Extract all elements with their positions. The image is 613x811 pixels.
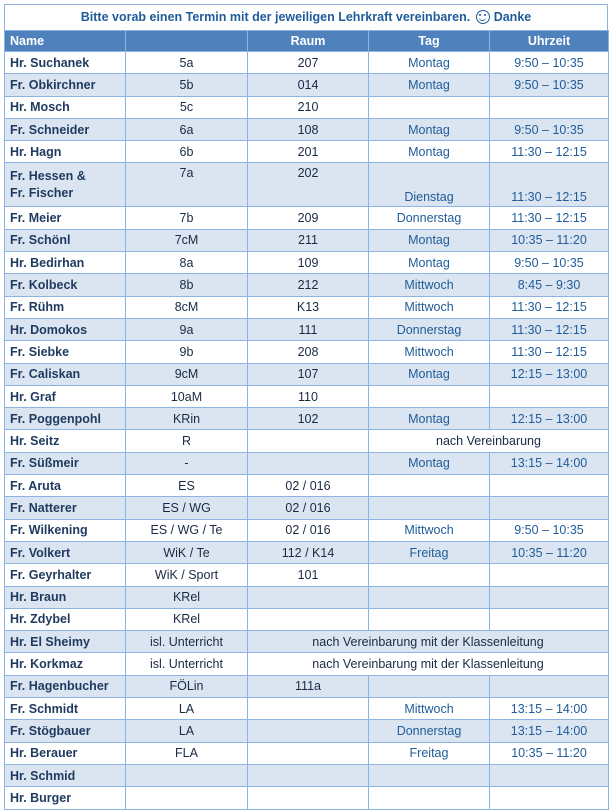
cell-raum: 107 [248, 363, 369, 385]
cell-uhrzeit: 11:30 – 12:15 [490, 341, 609, 363]
teacher-table [4, 30, 609, 810]
cell-name: Fr. Volkert [5, 541, 126, 563]
cell-raum: 02 / 016 [248, 519, 369, 541]
cell-name: Hr. Bedirhan [5, 252, 126, 274]
table-row [5, 141, 609, 163]
cell-raum: 111 [248, 318, 369, 340]
cell-name: Fr. Stögbauer [5, 720, 126, 742]
cell-uhrzeit: 11:30 – 12:15 [490, 163, 609, 207]
cell-name [5, 163, 126, 207]
cell-raum [248, 430, 369, 452]
cell-note: nach Vereinbarung mit der Klassenleitung [248, 631, 609, 653]
table-row [5, 274, 609, 296]
cell-raum: K13 [248, 296, 369, 318]
cell-note: nach Vereinbarung [369, 430, 609, 452]
cell-klasse: FÖLin [126, 675, 248, 697]
cell-name: Hr. Domokos [5, 318, 126, 340]
cell-name: Fr. Kolbeck [5, 274, 126, 296]
cell-uhrzeit [490, 787, 609, 809]
cell-uhrzeit: 9:50 – 10:35 [490, 519, 609, 541]
title-text: Bitte vorab einen Termin mit der jeweiligen Lehrkraft vereinbaren. [80, 10, 471, 24]
cell-tag: Mittwoch [369, 274, 490, 296]
cell-klasse: ES / WG [126, 497, 248, 519]
cell-raum [248, 742, 369, 764]
cell-tag: Donnerstag [369, 207, 490, 229]
cell-name: Fr. Natterer [5, 497, 126, 519]
cell-klasse: isl. Unterricht [126, 653, 248, 675]
cell-tag: Dienstag [369, 163, 490, 207]
cell-klasse: WiK / Sport [126, 564, 248, 586]
table-row [5, 363, 609, 385]
cell-klasse: KRel [126, 586, 248, 608]
table-row [5, 452, 609, 474]
cell-name: Fr. Siebke [5, 341, 126, 363]
cell-klasse: KRel [126, 608, 248, 630]
table-row [5, 318, 609, 340]
table-row [5, 787, 609, 809]
table-row [5, 229, 609, 251]
cell-tag: Montag [369, 363, 490, 385]
column-header-uhrzeit: Uhrzeit [490, 31, 609, 52]
column-header-name: Name [5, 31, 126, 52]
cell-uhrzeit [490, 608, 609, 630]
cell-name: Hr. Schmid [5, 764, 126, 786]
cell-raum: 202 [248, 163, 369, 207]
cell-name: Fr. Obkirchner [5, 74, 126, 96]
table-row [5, 764, 609, 786]
column-header-raum: Raum [248, 31, 369, 52]
cell-tag: Freitag [369, 541, 490, 563]
cell-raum: 212 [248, 274, 369, 296]
cell-tag: Mittwoch [369, 698, 490, 720]
cell-tag: Donnerstag [369, 720, 490, 742]
cell-raum [248, 586, 369, 608]
cell-klasse: LA [126, 698, 248, 720]
cell-name: Fr. Poggenpohl [5, 408, 126, 430]
cell-name: Hr. Hagn [5, 141, 126, 163]
cell-name-line: Fr. Fischer [10, 185, 74, 200]
cell-raum [248, 698, 369, 720]
cell-raum: 102 [248, 408, 369, 430]
cell-uhrzeit: 9:50 – 10:35 [490, 74, 609, 96]
cell-raum: 210 [248, 96, 369, 118]
table-header-row [5, 31, 609, 52]
cell-klasse: 9cM [126, 363, 248, 385]
cell-uhrzeit: 11:30 – 12:15 [490, 141, 609, 163]
cell-uhrzeit [490, 586, 609, 608]
cell-uhrzeit: 9:50 – 10:35 [490, 118, 609, 140]
cell-tag: Freitag [369, 742, 490, 764]
cell-raum: 209 [248, 207, 369, 229]
cell-raum: 02 / 016 [248, 497, 369, 519]
table-row [5, 541, 609, 563]
cell-name: Hr. Braun [5, 586, 126, 608]
cell-tag: Montag [369, 252, 490, 274]
table-row [5, 118, 609, 140]
cell-uhrzeit [490, 385, 609, 407]
cell-klasse: ES [126, 475, 248, 497]
cell-klasse: 7cM [126, 229, 248, 251]
cell-tag: Montag [369, 141, 490, 163]
cell-klasse: - [126, 452, 248, 474]
cell-name: Fr. Schmidt [5, 698, 126, 720]
cell-tag: Mittwoch [369, 296, 490, 318]
table-row [5, 586, 609, 608]
cell-raum: 111a [248, 675, 369, 697]
cell-tag: Donnerstag [369, 318, 490, 340]
cell-tag [369, 764, 490, 786]
thanks-text: Danke [493, 10, 532, 24]
cell-name: Fr. Wilkening [5, 519, 126, 541]
cell-name: Fr. Hagenbucher [5, 675, 126, 697]
cell-uhrzeit: 13:15 – 14:00 [490, 698, 609, 720]
cell-raum [248, 764, 369, 786]
cell-klasse: 5b [126, 74, 248, 96]
table-row [5, 163, 609, 207]
cell-name: Hr. Seitz [5, 430, 126, 452]
table-body [5, 52, 609, 810]
cell-raum: 201 [248, 141, 369, 163]
cell-klasse [126, 787, 248, 809]
cell-klasse: 9a [126, 318, 248, 340]
cell-uhrzeit: 11:30 – 12:15 [490, 207, 609, 229]
cell-raum: 02 / 016 [248, 475, 369, 497]
column-header-tag: Tag [369, 31, 490, 52]
cell-uhrzeit: 13:15 – 14:00 [490, 452, 609, 474]
table-row [5, 408, 609, 430]
cell-uhrzeit [490, 764, 609, 786]
column-header-klasse [126, 31, 248, 52]
cell-raum [248, 720, 369, 742]
cell-uhrzeit: 10:35 – 11:20 [490, 541, 609, 563]
cell-uhrzeit: 9:50 – 10:35 [490, 52, 609, 74]
cell-klasse: 8a [126, 252, 248, 274]
cell-klasse: FLA [126, 742, 248, 764]
cell-raum [248, 608, 369, 630]
cell-klasse: 5c [126, 96, 248, 118]
cell-name: Hr. Suchanek [5, 52, 126, 74]
page-title [4, 4, 608, 30]
cell-name: Fr. Schönl [5, 229, 126, 251]
table-row [5, 207, 609, 229]
cell-tag [369, 586, 490, 608]
cell-tag [369, 96, 490, 118]
cell-uhrzeit [490, 675, 609, 697]
appointment-sheet [4, 4, 608, 810]
cell-klasse: ES / WG / Te [126, 519, 248, 541]
table-row [5, 675, 609, 697]
cell-uhrzeit: 10:35 – 11:20 [490, 742, 609, 764]
table-row [5, 519, 609, 541]
table-row [5, 742, 609, 764]
cell-uhrzeit: 13:15 – 14:00 [490, 720, 609, 742]
cell-name: Hr. El Sheimy [5, 631, 126, 653]
cell-tag [369, 787, 490, 809]
cell-tag: Montag [369, 74, 490, 96]
cell-tag: Mittwoch [369, 519, 490, 541]
cell-name: Hr. Zdybel [5, 608, 126, 630]
cell-raum [248, 452, 369, 474]
cell-name: Hr. Korkmaz [5, 653, 126, 675]
table-row [5, 653, 609, 675]
table-row [5, 96, 609, 118]
cell-tag: Mittwoch [369, 341, 490, 363]
cell-tag [369, 675, 490, 697]
cell-name: Hr. Mosch [5, 96, 126, 118]
cell-tag: Montag [369, 118, 490, 140]
cell-raum: 014 [248, 74, 369, 96]
cell-name: Hr. Graf [5, 385, 126, 407]
cell-uhrzeit [490, 564, 609, 586]
table-row [5, 497, 609, 519]
cell-uhrzeit: 12:15 – 13:00 [490, 408, 609, 430]
cell-name-line: Fr. Hessen & [10, 168, 86, 183]
table-row [5, 698, 609, 720]
cell-raum: 112 / K14 [248, 541, 369, 563]
cell-uhrzeit: 11:30 – 12:15 [490, 296, 609, 318]
cell-klasse: R [126, 430, 248, 452]
cell-klasse: 6b [126, 141, 248, 163]
cell-uhrzeit: 11:30 – 12:15 [490, 318, 609, 340]
table-row [5, 631, 609, 653]
cell-uhrzeit: 12:15 – 13:00 [490, 363, 609, 385]
cell-uhrzeit: 10:35 – 11:20 [490, 229, 609, 251]
cell-name: Fr. Caliskan [5, 363, 126, 385]
cell-uhrzeit [490, 497, 609, 519]
cell-tag [369, 475, 490, 497]
cell-tag: Montag [369, 408, 490, 430]
cell-uhrzeit: 8:45 – 9:30 [490, 274, 609, 296]
cell-raum: 109 [248, 252, 369, 274]
cell-klasse: 6a [126, 118, 248, 140]
cell-klasse: 7a [126, 163, 248, 207]
cell-note: nach Vereinbarung mit der Klassenleitung [248, 653, 609, 675]
cell-raum: 108 [248, 118, 369, 140]
cell-klasse: 7b [126, 207, 248, 229]
cell-klasse: 9b [126, 341, 248, 363]
table-row [5, 564, 609, 586]
cell-klasse: 5a [126, 52, 248, 74]
cell-klasse: 8b [126, 274, 248, 296]
cell-raum: 207 [248, 52, 369, 74]
table-row [5, 341, 609, 363]
cell-name: Fr. Geyrhalter [5, 564, 126, 586]
cell-name: Hr. Burger [5, 787, 126, 809]
table-row [5, 52, 609, 74]
cell-name: Fr. Schneider [5, 118, 126, 140]
cell-uhrzeit [490, 96, 609, 118]
table-row [5, 608, 609, 630]
cell-raum: 101 [248, 564, 369, 586]
cell-klasse [126, 764, 248, 786]
table-row [5, 475, 609, 497]
table-row [5, 74, 609, 96]
cell-klasse: 8cM [126, 296, 248, 318]
table-row [5, 296, 609, 318]
cell-klasse: 10aM [126, 385, 248, 407]
table-row [5, 385, 609, 407]
cell-name: Fr. Meier [5, 207, 126, 229]
cell-tag [369, 385, 490, 407]
cell-klasse: LA [126, 720, 248, 742]
cell-tag [369, 608, 490, 630]
cell-tag [369, 564, 490, 586]
cell-raum [248, 787, 369, 809]
cell-klasse: isl. Unterricht [126, 631, 248, 653]
cell-tag: Montag [369, 452, 490, 474]
table-row [5, 430, 609, 452]
cell-tag: Montag [369, 52, 490, 74]
table-row [5, 252, 609, 274]
smiley-icon [476, 10, 490, 24]
cell-name: Fr. Aruta [5, 475, 126, 497]
cell-tag: Montag [369, 229, 490, 251]
cell-name: Hr. Berauer [5, 742, 126, 764]
cell-tag [369, 497, 490, 519]
cell-uhrzeit: 9:50 – 10:35 [490, 252, 609, 274]
cell-raum: 208 [248, 341, 369, 363]
cell-klasse: KRin [126, 408, 248, 430]
cell-uhrzeit [490, 475, 609, 497]
cell-raum: 211 [248, 229, 369, 251]
table-row [5, 720, 609, 742]
cell-raum: 110 [248, 385, 369, 407]
cell-name: Fr. Rühm [5, 296, 126, 318]
cell-klasse: WiK / Te [126, 541, 248, 563]
cell-name: Fr. Süßmeir [5, 452, 126, 474]
